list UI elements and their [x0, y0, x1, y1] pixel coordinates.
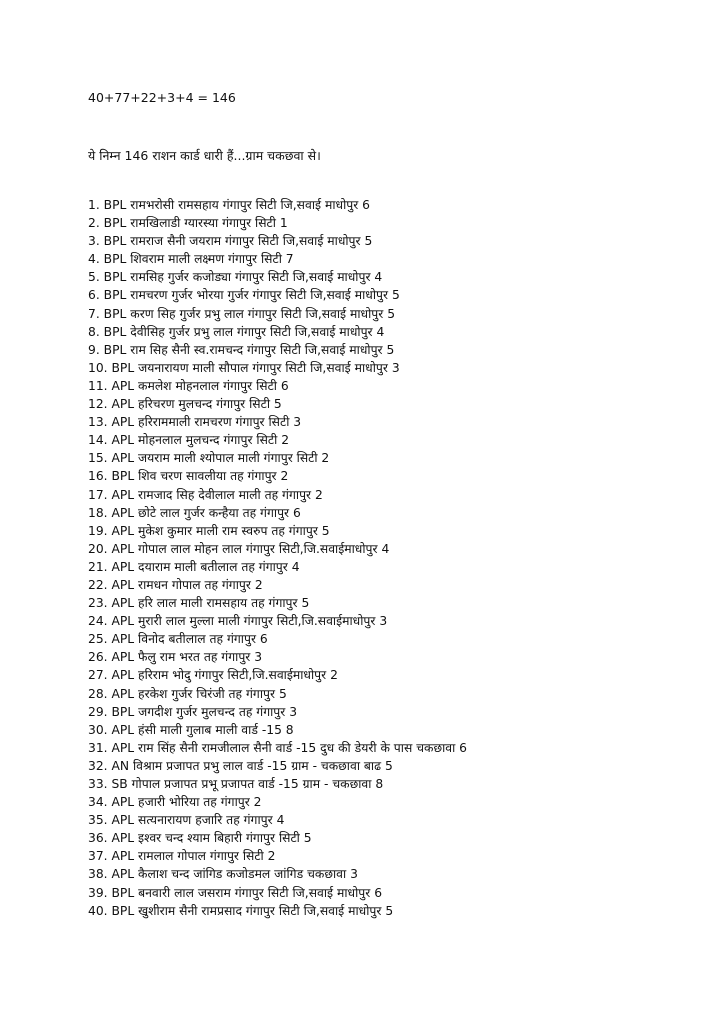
list-item: 10. BPL जयनारायण माली सौपाल गंगापुर सिटी जि,सवाई माधोपुर 3	[88, 360, 400, 375]
list-item: 23. APL हरि लाल माली रामसहाय तह गंगापुर 5	[88, 596, 310, 611]
list-item: 22. APL रामधन गोपाल तह गंगापुर 2	[88, 577, 263, 592]
list-item: 11. APL कमलेश मोहनलाल गंगापुर सिटी 6	[88, 378, 289, 393]
list-item: 12. APL हरिचरण मुलचन्द गंगापुर सिटी 5	[88, 397, 282, 412]
list-item: 6. BPL रामचरण गुर्जर भोरया गुर्जर गंगापुर सिटी जि,सवाई माधोपुर 5	[88, 288, 400, 303]
list-item: 20. APL गोपाल लाल मोहन लाल गंगापुर सिटी,जि.सवाईमाधोपुर 4	[88, 541, 390, 556]
list-item: 26. APL फैलु राम भरत तह गंगापुर 3	[88, 650, 263, 665]
list-item: 14. APL मोहनलाल मुलचन्द गंगापुर सिटी 2	[88, 433, 290, 448]
list-item: 34. APL हजारी भोरिया तह गंगापुर 2	[88, 795, 262, 810]
sum-line: 40+77+22+3+4 = 146	[88, 90, 236, 105]
list-item: 32. AN विश्राम प्रजापत प्रभु लाल वार्ड -15 ग्राम - चकछावा बाढ 5	[88, 758, 393, 773]
list-item: 9. BPL राम सिह सैनी स्व.रामचन्द गंगापुर सिटी जि,सवाई माधोपुर 5	[88, 342, 395, 357]
list-item: 31. APL राम सिंह सैनी रामजीलाल सैनी वार्ड -15 दुध की डेयरी के पास चकछावा 6	[88, 740, 468, 755]
list-item: 18. APL छोटे लाल गुर्जर कन्हैया तह गंगापुर 6	[88, 505, 301, 520]
list-item: 3. BPL रामराज सैनी जयराम गंगापुर सिटी जि,सवाई माधोपुर 5	[88, 234, 373, 249]
list-item: 1. BPL रामभरोसी रामसहाय गंगापुर सिटी जि,सवाई माधोपुर 6	[88, 198, 370, 212]
list-item: 8. BPL देवीसिह गुर्जर प्रभु लाल गंगापुर सिटी जि,सवाई माधोपुर 4	[88, 324, 385, 339]
list-item: 27. APL हरिराम भोदु गंगापुर सिटी,जि.सवाईमाधोपुर 2	[88, 668, 338, 683]
list-item: 40. BPL खुशीराम सैनी रामप्रसाद गंगापुर सिटी जि,सवाई माधोपुर 5	[88, 903, 394, 918]
list-item: 2. BPL रामखिलाडी ग्यारस्या गंगापुर सिटी 1	[88, 216, 288, 231]
list-item: 21. APL दयाराम माली बतीलाल तह गंगापुर 4	[88, 559, 300, 574]
list-item: 38. APL कैलाश चन्द जांगिड कजोडमल जांगिड चकछावा 3	[88, 867, 358, 882]
intro-line: ये निम्न 146 राशन कार्ड धारी हैं...ग्राम चकछवा से।	[88, 148, 321, 163]
list-item: 16. BPL शिव चरण सावलीया तह गंगापुर 2	[88, 469, 289, 484]
list-item: 36. APL इश्वर चन्द श्याम बिहारी गंगापुर सिटी 5	[88, 831, 312, 846]
list-item: 5. BPL रामसिह गुर्जर कजोड्या गंगापुर सिटी जि,सवाई माधोपुर 4	[88, 270, 383, 285]
list-item: 35. APL सत्यनारायण हजारि तह गंगापुर 4	[88, 813, 285, 828]
list-item: 25. APL विनोद बतीलाल तह गंगापुर 6	[88, 632, 268, 647]
list-item: 37. APL रामलाल गोपाल गंगापुर सिटी 2	[88, 849, 276, 864]
ration-card-list	[88, 196, 708, 920]
list-item: 4. BPL शिवराम माली लक्ष्मण गंगापुर सिटी 7	[88, 252, 294, 267]
list-item: 33. SB गोपाल प्रजापत प्रभू प्रजापत वार्ड -15 ग्राम - चकछावा 8	[88, 777, 384, 791]
list-item: 17. APL रामजाद सिह देवीलाल माली तह गंगापुर 2	[88, 487, 323, 502]
list-item: 39. BPL बनवारी लाल जसराम गंगापुर सिटी जि,सवाई माधोपुर 6	[88, 885, 383, 900]
list-item: 29. BPL जगदीश गुर्जर मुलचन्द तह गंगापुर 3	[88, 704, 298, 719]
list-item: 15. APL जयराम माली श्योपाल माली गंगापुर सिटी 2	[88, 451, 330, 466]
list-item: 28. APL हरकेश गुर्जर चिरंजी तह गंगापुर 5	[88, 686, 287, 701]
list-item: 13. APL हरिराममाली रामचरण गंगापुर सिटी 3	[88, 415, 302, 430]
list-item: 7. BPL करण सिह गुर्जर प्रभु लाल गंगापुर सिटी जि,सवाई माधोपुर 5	[88, 306, 396, 321]
list-item: 19. APL मुकेश कुमार माली राम स्वरुप तह गंगापुर 5	[88, 523, 330, 538]
list-item: 24. APL मुरारी लाल मुल्ला माली गंगापुर सिटी,जि.सवाईमाधोपुर 3	[88, 614, 388, 629]
list-item: 30. APL हंसी माली गुलाब माली वार्ड -15 8	[88, 722, 294, 737]
